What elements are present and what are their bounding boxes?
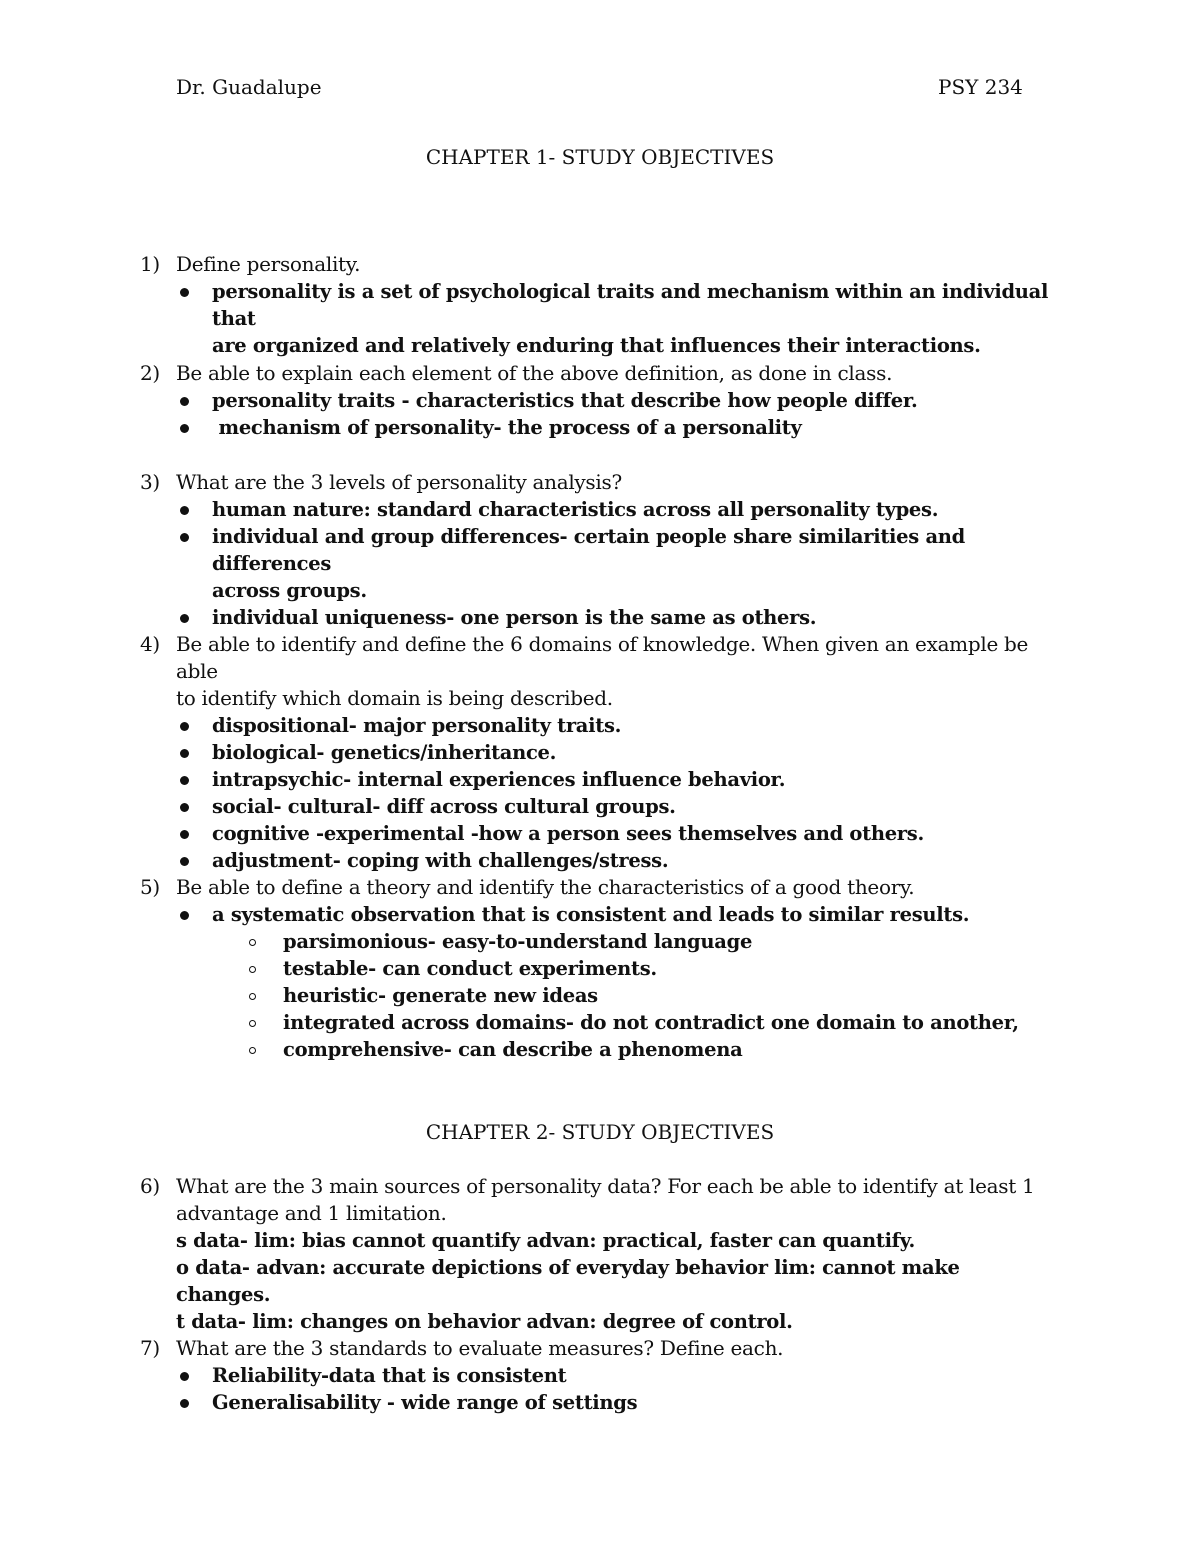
bullet-line: personality is a set of psychological traits and mechanism within an individual that (212, 280, 1049, 330)
question-2 (140, 360, 1060, 441)
bullet-icon (180, 533, 189, 542)
bullet-item (140, 847, 1060, 874)
bullet-item (140, 278, 1060, 359)
bullet-item (140, 793, 1060, 820)
bullet-icon (180, 830, 189, 839)
bullet-line: a systematic observation that is consistent and leads to similar results. (212, 903, 970, 926)
question-text (140, 1173, 1060, 1227)
bullet-item (140, 1362, 1060, 1389)
sub-bullet-line: comprehensive- can describe a phenomena (283, 1038, 743, 1061)
chapter-2-title: CHAPTER 2- STUDY OBJECTIVES (425, 1120, 775, 1144)
circle-bullet-icon (249, 939, 256, 946)
sub-bullet-item (140, 955, 1060, 982)
bullet-line: Generalisability - wide range of settings (212, 1391, 638, 1414)
question-text (140, 874, 1060, 901)
bullet-item (140, 414, 1060, 441)
question-text (140, 251, 1060, 278)
question-text (140, 469, 1060, 496)
question-line: Be able to identify and define the 6 domains of knowledge. When given an example be able (176, 632, 1029, 683)
question-number: 2) (140, 361, 160, 385)
question-number: 4) (140, 632, 160, 656)
bullet-line: intrapsychic- internal experiences influence behavior. (212, 768, 786, 791)
bullet-item (140, 1389, 1060, 1416)
question-text (140, 631, 1060, 712)
question-text (140, 1335, 1060, 1362)
bullet-item (140, 766, 1060, 793)
question-line: Be able to define a theory and identify the characteristics of a good theory. (176, 875, 915, 899)
question-line: What are the 3 standards to evaluate measures? Define each. (176, 1336, 784, 1360)
question-line: to identify which domain is being described. (176, 686, 613, 710)
bullet-line: are organized and relatively enduring that influences their interactions. (212, 334, 981, 357)
question-number: 1) (140, 252, 160, 276)
bullet-line: mechanism of personality- the process of a personality (212, 416, 802, 439)
question-6 (140, 1173, 1060, 1335)
bullet-item (140, 604, 1060, 631)
bullet-icon (180, 614, 189, 623)
bullet-line: human nature: standard characteristics across all personality types. (212, 498, 939, 521)
bullet-icon (180, 424, 189, 433)
bullet-icon (180, 911, 189, 920)
question-5 (140, 874, 1060, 1063)
course-code: PSY 234 (938, 75, 1023, 99)
question-number: 5) (140, 875, 160, 899)
bullet-item (140, 387, 1060, 414)
bullet-icon (180, 506, 189, 515)
question-text (140, 360, 1060, 387)
bullet-icon (180, 776, 189, 785)
bullet-item (140, 523, 1060, 604)
sub-bullet-item (140, 982, 1060, 1009)
circle-bullet-icon (249, 993, 256, 1000)
question-4 (140, 631, 1060, 874)
question-line: advantage and 1 limitation. (176, 1201, 447, 1225)
bullet-line: Reliability-data that is consistent (212, 1364, 567, 1387)
bullet-line: personality traits - characteristics that describe how people differ. (212, 389, 918, 412)
bullet-icon (180, 288, 189, 297)
question-1 (140, 251, 1060, 359)
question-7 (140, 1335, 1060, 1416)
sub-bullet-line: parsimonious- easy-to-understand language (283, 930, 753, 953)
bullet-icon (180, 857, 189, 866)
bullet-line: individual uniqueness- one person is the same as others. (212, 606, 817, 629)
answer-line: s data- lim: bias cannot quantify advan: practical, faster can quantify. (176, 1229, 916, 1252)
bullet-item (140, 712, 1060, 739)
answer-line: o data- advan: accurate depictions of everyday behavior lim: cannot make changes. (176, 1256, 960, 1306)
chapter-1-title: CHAPTER 1- STUDY OBJECTIVES (425, 145, 775, 169)
bullet-line: social- cultural- diff across cultural groups. (212, 795, 676, 818)
bullet-line: biological- genetics/inheritance. (212, 741, 557, 764)
bullet-line: dispositional- major personality traits. (212, 714, 622, 737)
bullet-line: cognitive -experimental -how a person sees themselves and others. (212, 822, 924, 845)
author-name: Dr. Guadalupe (176, 75, 322, 99)
bullet-icon (180, 1372, 189, 1381)
bullet-line: across groups. (212, 579, 367, 602)
sub-bullet-item (140, 1009, 1060, 1036)
bullet-line: adjustment- coping with challenges/stress. (212, 849, 669, 872)
bullet-item (140, 820, 1060, 847)
bullet-item (140, 739, 1060, 766)
circle-bullet-icon (249, 966, 256, 973)
question-line: Define personality. (176, 252, 361, 276)
question-number: 3) (140, 470, 160, 494)
question-number: 7) (140, 1336, 160, 1360)
question-line: What are the 3 main sources of personality data? For each be able to identify at least 1 (176, 1174, 1035, 1198)
question-line: Be able to explain each element of the above definition, as done in class. (176, 361, 893, 385)
sub-bullet-item (140, 1036, 1060, 1063)
sub-bullet-line: integrated across domains- do not contradict one domain to another, (283, 1011, 1019, 1034)
bullet-icon (180, 803, 189, 812)
bullet-icon (180, 397, 189, 406)
sub-bullet-line: testable- can conduct experiments. (283, 957, 657, 980)
question-line: What are the 3 levels of personality analysis? (176, 470, 622, 494)
circle-bullet-icon (249, 1047, 256, 1054)
question-3 (140, 469, 1060, 631)
bullet-icon (180, 1399, 189, 1408)
circle-bullet-icon (249, 1020, 256, 1027)
bullet-line: individual and group differences- certain people share similarities and differences (212, 525, 965, 575)
bullet-icon (180, 722, 189, 731)
sub-bullet-item (140, 928, 1060, 955)
bullet-item (140, 496, 1060, 523)
question-number: 6) (140, 1174, 160, 1198)
bullet-icon (180, 749, 189, 758)
bullet-item (140, 901, 1060, 928)
answer-line: t data- lim: changes on behavior advan: degree of control. (176, 1310, 793, 1333)
sub-bullet-line: heuristic- generate new ideas (283, 984, 598, 1007)
